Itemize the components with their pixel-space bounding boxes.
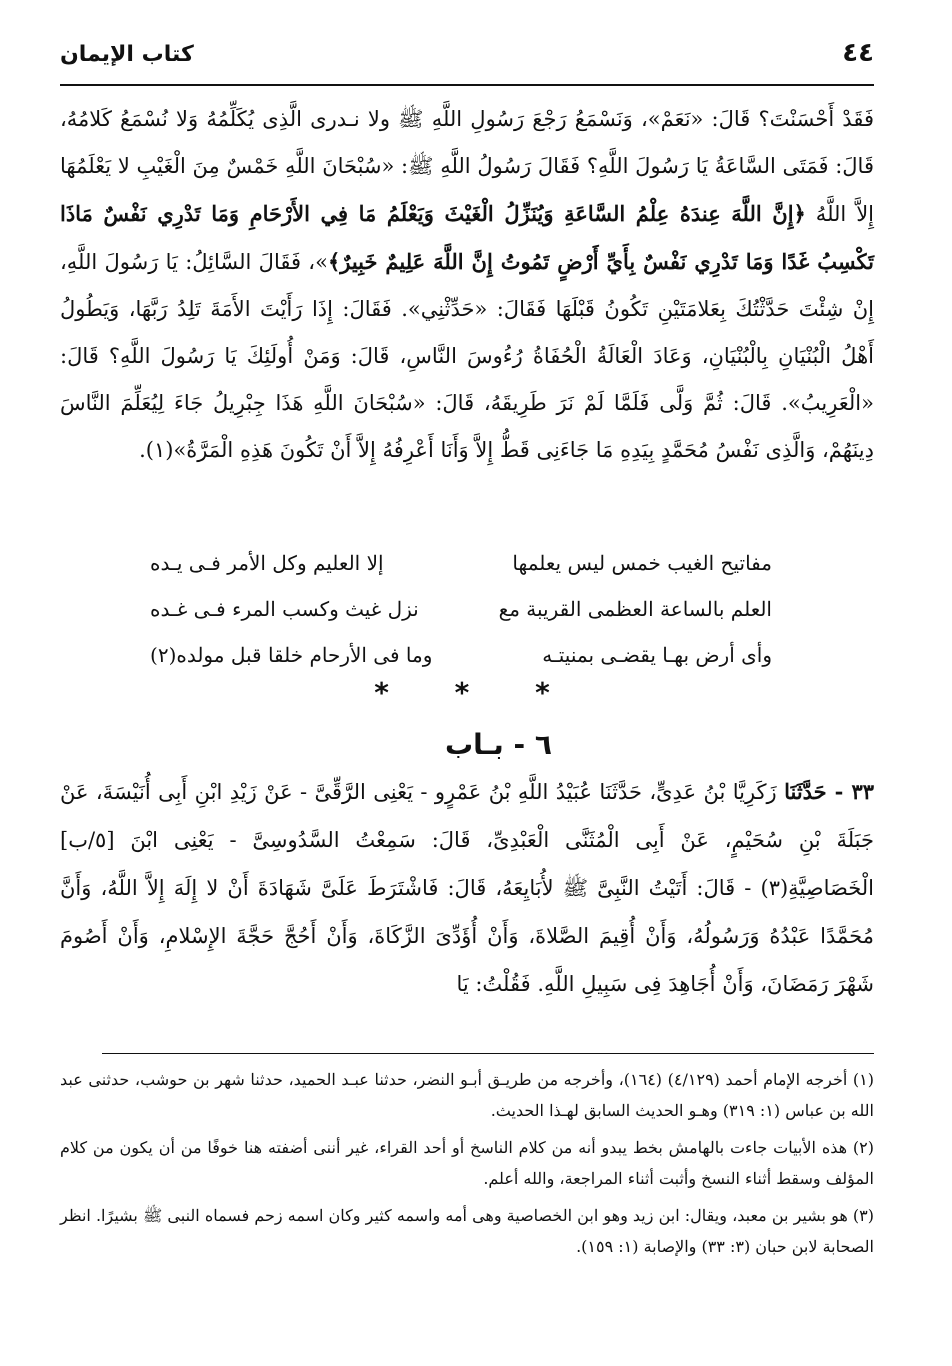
paragraph-text-a: فَقَدْ أَحْسَنْتَ؟ قَالَ: «نَعَمْ»، وَنَسْمَعُ رَجْعَ رَسُولِ اللَّهِ ﷺ ولا نـدرى الَّذِى يُكَلِّمُهُ وَلا نُسْمَعُ كَلامُهُ، قَالَ: فَمَتَى السَّاعَةُ يَا رَسُولَ اللَّهِ؟ فَقَالَ رَسُولُ اللَّهِ ﷺ: «سُبْحَانَ اللَّهِ خَمْسٌ مِنَ الْغَيْبِ لا يَعْلَمُهَا إِلاَّ اللَّهُ [60, 107, 874, 226]
header-divider [60, 84, 874, 86]
footnote-divider [102, 1053, 874, 1054]
hadith-33 [60, 768, 874, 1020]
footnote-number: (٢) [852, 1138, 874, 1157]
section-heading: ٦ - بـاب [445, 728, 552, 761]
footnote-text: هذه الأبيات جاءت بالهامش بخط يبدو أنه من كلام الناسخ أو أحد القراء، غير أننى أضفته هنا خوفًا من أن يكون من كلام المؤلف وسقط أثناء النسخ وأثبت أثناء المراجعة، والله أعلم. [60, 1138, 874, 1188]
footnote [60, 1200, 874, 1262]
footnote-text: أخرجه الإمام أحمد (٤/١٢٩) (١٦٤)، وأخرجه من طريـق أبـو النضر، حدثنا عبـد الحميد، حدثنا شهر بن حوشب، حدثنى عبد الله بن عباس (١: ٣١٩) وهـو الحديث السابق لهـذا الحديث. [60, 1070, 874, 1120]
page-header [60, 28, 874, 86]
verse-second-hemistich: وما فى الأرحام خلقا قبل مولده(٢) [150, 643, 433, 667]
footnote-number: (١) [852, 1070, 874, 1089]
footnote-text: هو بشير بن معبد، ويقال: ابن زيد وهو ابن الخصاصية وهى أمه واسمه كثير وكان اسمه زحم فسماه النبى ﷺ بشيرًا. انظر الصحابة لابن حبان (٣: ٣٣) والإصابة (١: ١٥٩). [60, 1206, 874, 1256]
verse-first-hemistich: وأى أرض بهـا يقضـى بمنيتـه [542, 643, 772, 667]
poem-verse [150, 586, 772, 632]
verse-first-hemistich: مفاتيح الغيب خمس ليس يعلمها [512, 551, 772, 575]
verse-second-hemistich: إلا العليم وكل الأمر فـى يـده [150, 551, 384, 575]
footnote-number: (٣) [852, 1206, 874, 1225]
hadith-text: زَكَرِيَّا بْنُ عَدِىٍّ، حَدَّثَنَا عُبَيْدُ اللَّهِ بْنُ عَمْرٍو - يَعْنِى الرَّقِّىَّ - عَنْ زَيْدِ ابْنِ أَبِى أُنَيْسَةَ، عَنْ جَبَلَةَ بْنِ سُحَيْمٍ، عَنْ أَبِى الْمُثَنَّى الْعَبْدِىِّ، قَالَ: سَمِعْتُ السَّدُوسِىَّ - يَعْنِى ابْنَ [٥/ب] الْخَصَاصِيَّةِ(٣) - قَالَ: أَتَيْتُ النَّبِىَّ ﷺ لأُبَايِعَهُ، قَالَ: فَاشْتَرَطَ عَلَىَّ شَهَادَةَ أَنْ لا إِلَهَ إِلاَّ اللَّهُ، وَأَنَّ مُحَمَّدًا عَبْدُهُ وَرَسُولُهُ، وَأَنْ أُقِيمَ الصَّلاةَ، وَأَنْ أُؤَدِّىَ الزَّكَاةَ، وَأَنْ أَحُجَّ حَجَّةَ الإِسْلامِ، وَأَنْ أَصُومَ شَهْرَ رَمَضَانَ، وَأَنْ أُجَاهِدَ فِى سَبِيلِ اللَّهِ. فَقُلْتُ: يَا [60, 780, 874, 996]
hadith-continuation-paragraph [60, 96, 874, 474]
hadith-number: ٣٣ - حَدَّثَنَا [784, 779, 874, 804]
book-title: كتاب الإيمان [60, 42, 194, 67]
poem-verse [150, 540, 772, 586]
verse-first-hemistich: العلم بالساعة العظمى القريبة مع [498, 597, 772, 621]
paragraph-text-b: »، فَقَالَ السَّائِلُ: يَا رَسُولَ اللَّهِ، إِنْ شِئْتَ حَدَّثْتُكَ بِعَلامَتَيْنِ تَكُونُ قَبْلَهَا فَقَالَ: «حَدِّثْنِي». فَقَالَ: إِذَا رَأَيْتَ الأَمَةَ تَلِدُ رَبَّهَا، وَيَطُولُ أَهْلُ الْبُنْيَانِ بِالْبُنْيَانِ، وَعَادَ الْعَالَةُ الْحُفَاةُ رُءُوسَ النَّاسِ، قَالَ: وَمَنْ أُولَئِكَ يَا رَسُولَ اللَّهِ؟ قَالَ: «الْعَرِيبُ». قَالَ: ثُمَّ وَلَّى فَلَمَّا لَمْ نَرَ طَرِيقَهُ، قَالَ: «سُبْحَانَ اللَّهِ هَذَا جِبْرِيلُ جَاءَ لِيُعَلِّمَ النَّاسَ دِينَهُمْ، وَالَّذِى نَفْسُ مُحَمَّدٍ بِيَدِهِ مَا جَاءَنِى قَطُّ إِلاَّ وَأَنَا أَعْرِفُهُ إِلاَّ أَنْ تَكُونَ هَذِهِ الْمَرَّةُ»(١). [60, 250, 874, 462]
verse-second-hemistich: نزل غيث وكسب المرء فـى غـده [150, 597, 419, 621]
main-text [60, 96, 874, 526]
poem-verse [150, 632, 772, 678]
footnote [60, 1132, 874, 1194]
footnotes [60, 1064, 874, 1268]
asterisk-separator: * * * [374, 676, 578, 709]
quran-verse: ﴿إِنَّ اللَّهَ عِندَهُ عِلْمُ السَّاعَةِ وَيُنَزِّلُ الْغَيْثَ وَيَعْلَمُ مَا فِي الأَرْحَامِ وَمَا تَدْرِي نَفْسٌ مَاذَا تَكْسِبُ غَدًا وَمَا تَدْرِي نَفْسٌ بِأَيِّ أَرْضٍ تَمُوتُ إِنَّ اللَّهَ عَلِيمٌ خَبِيرٌ﴾ [60, 201, 874, 274]
page-number: ٤٤ [842, 38, 874, 68]
footnote [60, 1064, 874, 1126]
hadith-paragraph [60, 768, 874, 1008]
poem [150, 540, 772, 678]
